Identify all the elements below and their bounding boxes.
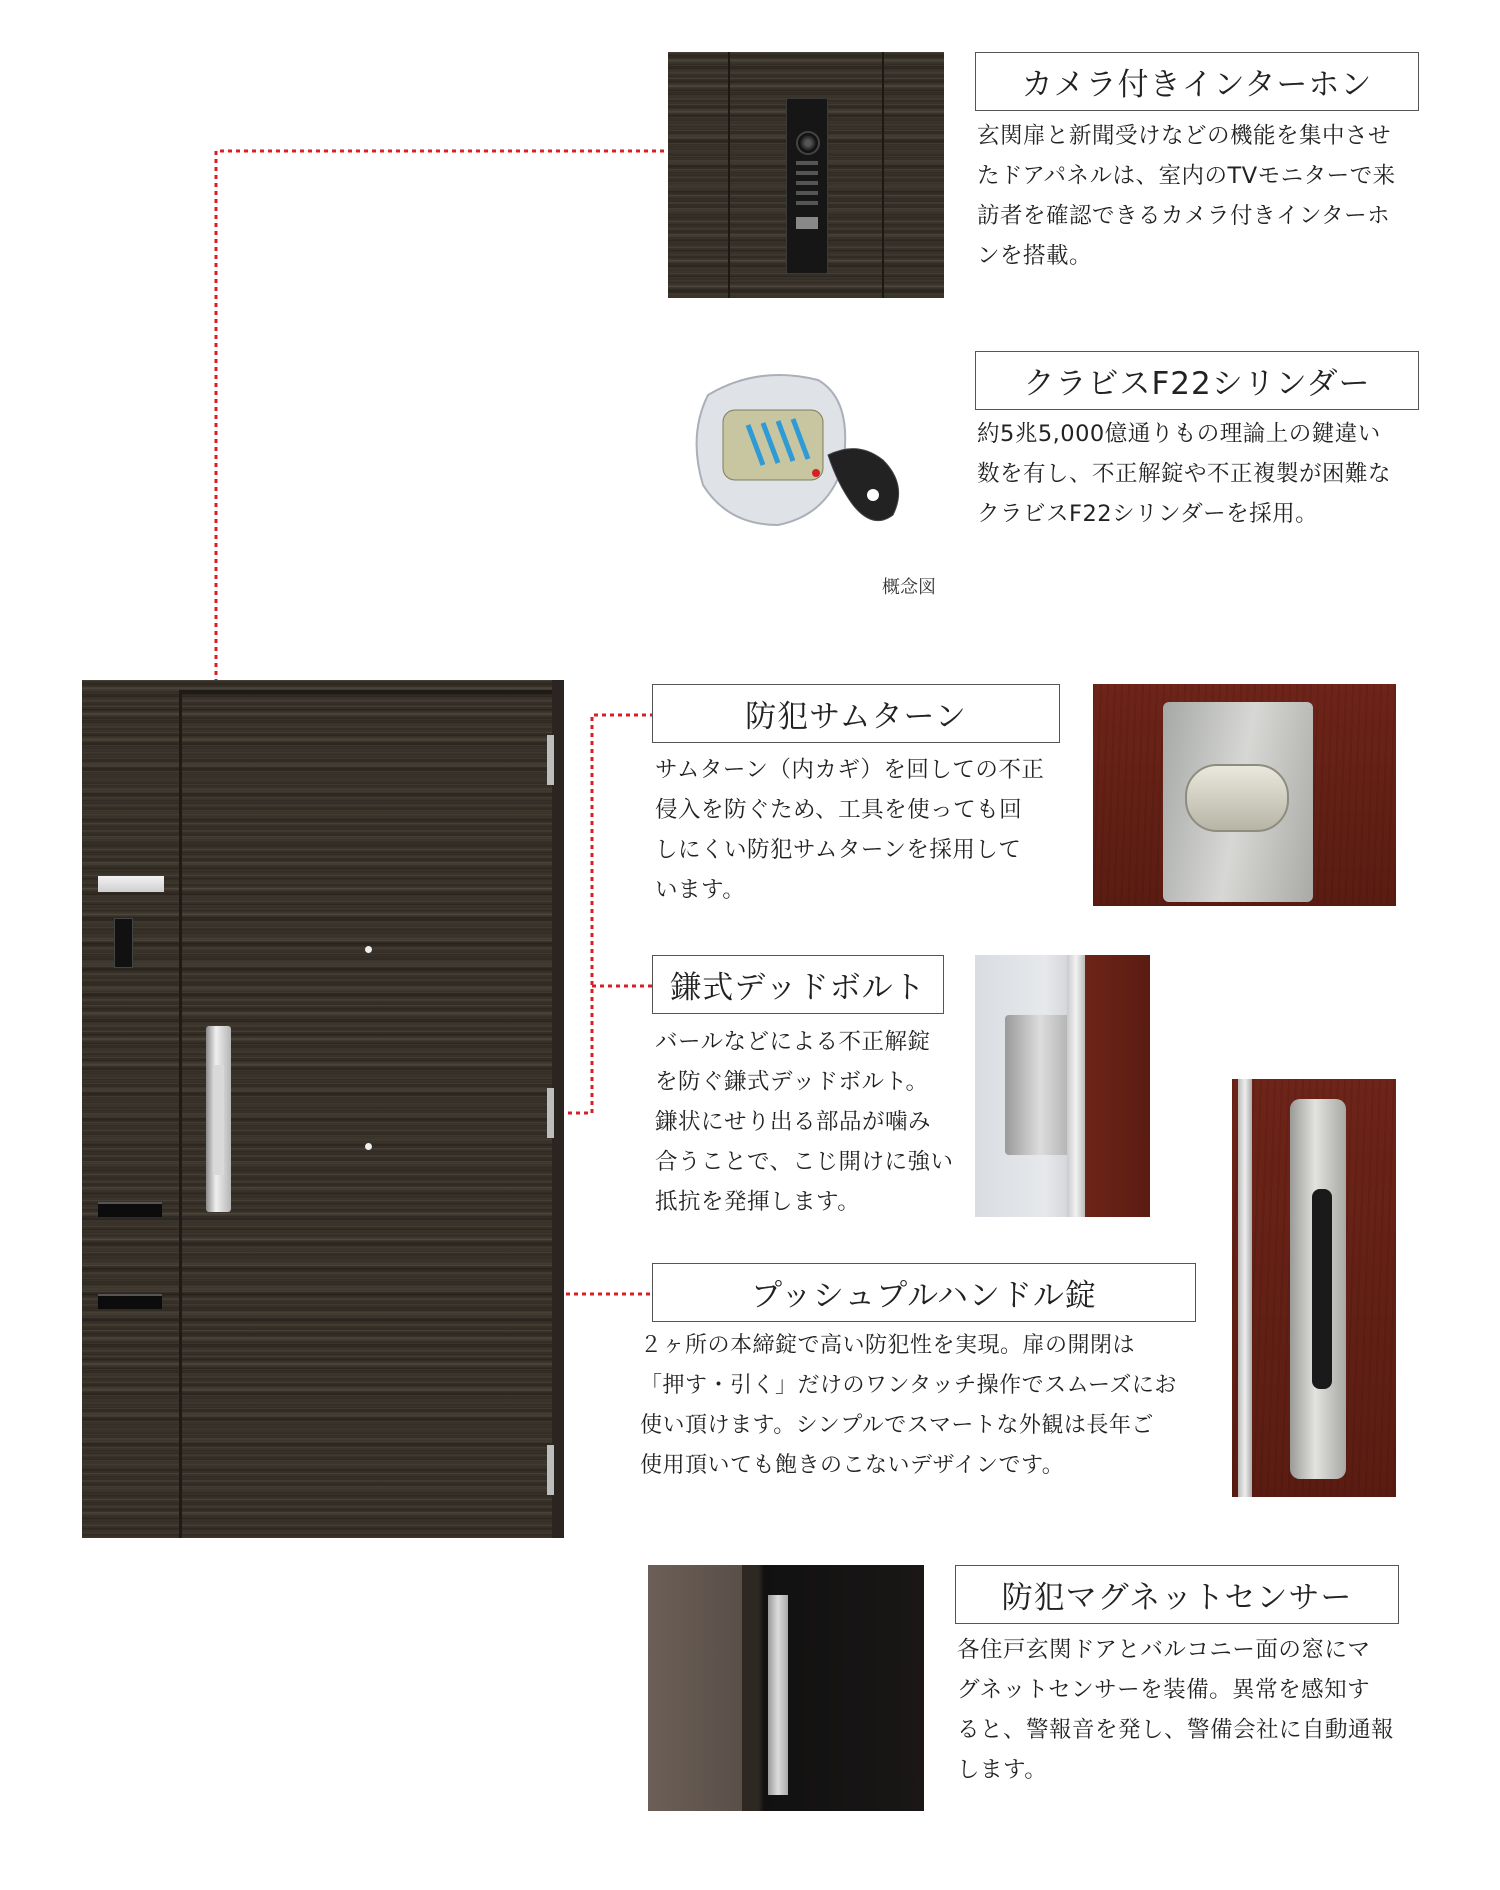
magnet-title: 防犯マグネットセンサー xyxy=(955,1565,1399,1624)
text-line: います。 xyxy=(655,877,746,903)
text-line: 数を有し、不正解錠や不正複製が困難な xyxy=(977,461,1392,487)
intercom-title: カメラ付きインターホン xyxy=(975,52,1419,111)
panel-groove xyxy=(728,52,730,298)
thumbturn-description xyxy=(655,750,1065,910)
text-line: 使用頂いても飽きのこないデザインです。 xyxy=(640,1453,1065,1478)
text-line: 約5兆5,000億通りもの理論上の鍵違い xyxy=(977,421,1381,447)
mail-slot-lower xyxy=(98,1294,162,1309)
door-edge-plate xyxy=(1238,1079,1252,1497)
deadbolt-photo xyxy=(975,955,1150,1217)
cylinder-description xyxy=(977,414,1417,534)
camera-lens-icon xyxy=(796,131,820,155)
text-line: バールなどによる不正解錠 xyxy=(655,1029,931,1055)
cylinder-illustration xyxy=(668,355,938,555)
text-line: 合うことで、こじ開けに強い xyxy=(655,1149,954,1175)
text-line: ンを搭載。 xyxy=(977,243,1093,269)
door-intercom-unit xyxy=(114,918,133,968)
pushpull-title: プッシュプルハンドル錠 xyxy=(652,1263,1196,1322)
door-side-divider xyxy=(179,690,182,1538)
text-line: ２ヶ所の本締錠で高い防犯性を実現。扉の開閉は xyxy=(640,1333,1136,1358)
text-line: しにくい防犯サムターンを採用して xyxy=(655,837,1022,863)
intercom-device xyxy=(786,98,828,274)
text-line: 「押す・引く」だけのワンタッチ操作でスムーズにお xyxy=(640,1373,1177,1398)
handle-grip-dark xyxy=(1312,1189,1332,1389)
thumbturn-title: 防犯サムターン xyxy=(652,684,1060,743)
text-line: します。 xyxy=(957,1757,1048,1783)
keypad-icon xyxy=(796,161,818,209)
deadbolt-description xyxy=(655,1022,965,1222)
text-line: 玄関扉と新聞受けなどの機能を集中させ xyxy=(977,123,1392,149)
sensor-strip xyxy=(768,1595,788,1795)
text-line: サムターン（内カギ）を回しての不正 xyxy=(655,757,1045,783)
text-line: ると、警報音を発し、警備会社に自動通報 xyxy=(957,1717,1395,1743)
strike-plate xyxy=(1067,955,1085,1217)
cylinder-title: クラビスF22シリンダー xyxy=(975,351,1419,410)
door-viewer-dot xyxy=(365,946,372,953)
text-line: クラビスF22シリンダーを採用。 xyxy=(977,501,1319,527)
door-handle-grip xyxy=(213,1065,224,1175)
text-line: 抵抗を発揮します。 xyxy=(655,1189,861,1215)
text-line: 各住戸玄関ドアとバルコニー面の窓にマ xyxy=(957,1637,1371,1663)
text-line: 使い頂けます。シンプルでスマートな外観は長年ご xyxy=(640,1413,1154,1438)
text-line: 侵入を防ぐため、工具を使っても回 xyxy=(655,797,1023,823)
text-line: を防ぐ鎌式デッドボルト。 xyxy=(655,1069,929,1095)
magnet-sensor-photo xyxy=(648,1565,924,1811)
intercom-photo xyxy=(668,52,944,298)
hinge-middle xyxy=(547,1088,554,1138)
door-top-frame xyxy=(182,690,564,694)
speaker-icon xyxy=(796,217,818,229)
door-illustration xyxy=(82,680,564,1538)
pushpull-description xyxy=(640,1326,1210,1486)
magnet-description xyxy=(957,1630,1397,1790)
hinge-bottom xyxy=(547,1445,554,1495)
mail-slot-upper xyxy=(98,1202,162,1217)
cylinder-caption: 概念図 xyxy=(882,577,936,598)
door-viewer-dot xyxy=(365,1143,372,1150)
text-line: 訪者を確認できるカメラ付きインターホ xyxy=(977,203,1391,229)
thumbturn-photo xyxy=(1093,684,1396,906)
nameplate xyxy=(98,876,164,892)
text-line: たドアパネルは、室内のTVモニターで来 xyxy=(977,163,1396,189)
hinge-top xyxy=(547,735,554,785)
intercom-description xyxy=(977,116,1417,276)
text-line: 鎌状にせり出る部品が噛み xyxy=(655,1109,932,1135)
thumbturn-knob xyxy=(1185,764,1289,832)
pushpull-photo xyxy=(1232,1079,1396,1497)
deadbolt-hook xyxy=(1005,1015,1075,1155)
panel-groove xyxy=(882,52,884,298)
deadbolt-title: 鎌式デッドボルト xyxy=(652,955,944,1014)
text-line: グネットセンサーを装備。異常を感知す xyxy=(957,1677,1371,1703)
